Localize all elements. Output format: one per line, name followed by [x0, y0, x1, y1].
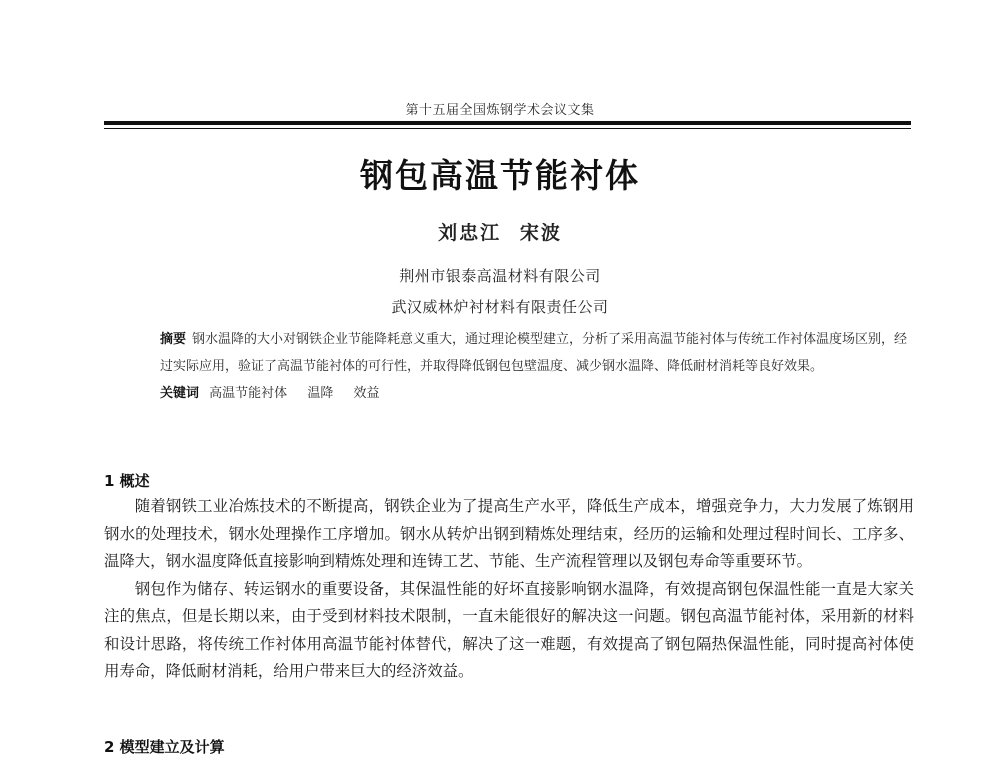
- author: 刘忠江: [438, 222, 502, 244]
- keyword: 高温节能衬体: [209, 386, 288, 401]
- paper-title: 钢包高温节能衬体: [360, 156, 640, 195]
- keywords-label: 关键词: [160, 386, 200, 401]
- abstract-label: 摘要: [160, 332, 187, 347]
- running-header: 第十五届全国炼钢学术会议文集: [405, 103, 595, 118]
- affiliation: 武汉威林炉衬材料有限责任公司: [391, 298, 609, 316]
- affiliation: 荆州市银泰高温材料有限公司: [399, 267, 601, 285]
- author: 宋波: [519, 222, 562, 244]
- abstract-block: [160, 326, 920, 407]
- keywords: [160, 380, 920, 407]
- keyword: 温降: [307, 386, 334, 401]
- section-heading: 2 模型建立及计算: [104, 738, 225, 756]
- header-rule-thick: [104, 121, 911, 125]
- abstract: [160, 326, 920, 380]
- abstract-text: 钢水温降的大小对钢铁企业节能降耗意义重大，通过理论模型建立，分析了采用高温节能衬体与传统工作衬体温度场区别，经过实际应用，验证了高温节能衬体的可行性，并取得降低钢包包壁温度、减少钢水温降、降低耐材消耗等良好效果。: [160, 332, 908, 374]
- paragraph: 钢包作为储存、转运钢水的重要设备，其保温性能的好坏直接影响钢水温降，有效提高钢包保温性能一直是大家关注的焦点，但是长期以来，由于受到材料技术限制，一直未能很好的解决这一问题。钢包高温节能衬体，采用新的材料和设计思路，将传统工作衬体用高温节能衬体替代，解决了这一难题，有效提高了钢包隔热保温性能，同时提高衬体使用寿命，降低耐材消耗，给用户带来巨大的经济效益。: [104, 579, 914, 680]
- author-list: [0, 218, 1000, 245]
- keyword: 效益: [353, 386, 380, 401]
- section-heading: 1 概述: [104, 472, 150, 490]
- section-body: [104, 493, 914, 686]
- header-rule-thin: [104, 128, 911, 129]
- paragraph: 随着钢铁工业冶炼技术的不断提高，钢铁企业为了提高生产水平，降低生产成本，增强竞争力，大力发展了炼钢用钢水的处理技术，钢水处理操作工序增加。钢水从转炉出钢到精炼处理结束，经历的运输和处理过程时间长、工序多、温降大，钢水温度降低直接影响到精炼处理和连铸工艺、节能、生产流程管理以及钢包寿命等重要环节。: [104, 497, 914, 570]
